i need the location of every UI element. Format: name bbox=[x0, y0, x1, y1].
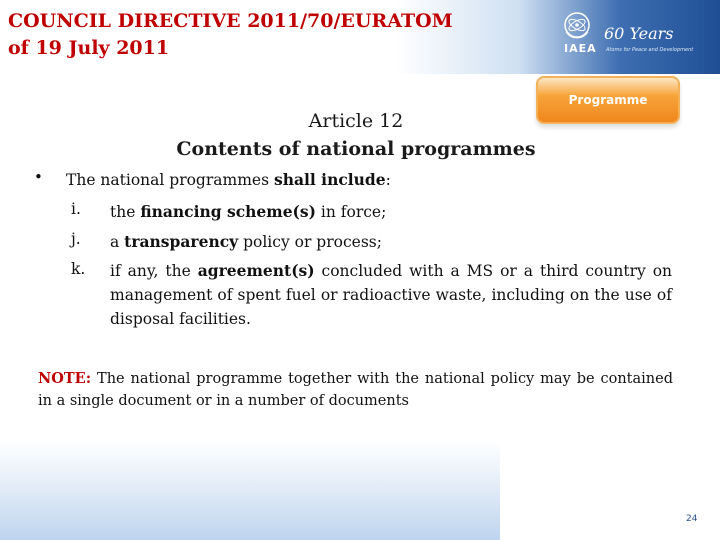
iaea-emblem-icon bbox=[562, 10, 592, 40]
item-bold: transparency bbox=[124, 232, 239, 251]
slide-title bbox=[8, 8, 453, 62]
item-marker-j: j. bbox=[71, 230, 81, 248]
intro-prefix: The national programmes bbox=[66, 171, 274, 189]
iaea-logo-text: IAEA bbox=[564, 42, 597, 55]
item-prefix: a bbox=[110, 233, 125, 251]
item-marker-k: k. bbox=[71, 260, 86, 278]
article-subheading: Contents of national programmes bbox=[176, 138, 536, 160]
title-line-2: of 19 July 2011 bbox=[8, 37, 170, 59]
intro-bold: shall include bbox=[273, 170, 386, 189]
item-prefix: the bbox=[110, 203, 141, 221]
note-paragraph bbox=[38, 368, 673, 412]
footer-band bbox=[0, 440, 500, 540]
list-item-agreements bbox=[110, 259, 672, 331]
intro-suffix: : bbox=[385, 171, 391, 189]
article-number: Article 12 bbox=[308, 110, 404, 132]
intro-bullet bbox=[66, 170, 391, 189]
item-suffix: in force; bbox=[315, 203, 387, 221]
list-item-financing bbox=[110, 200, 670, 224]
bullet-icon: • bbox=[34, 168, 43, 186]
item-suffix: concluded with a MS or a third country on management of spent fuel or radioactive waste, including on the use of disposal facilities. bbox=[110, 262, 673, 328]
article-heading bbox=[130, 107, 582, 163]
title-line-1: COUNCIL DIRECTIVE 2011/70/EURATOM bbox=[8, 10, 453, 32]
item-bold: financing scheme(s) bbox=[140, 202, 316, 221]
item-marker-i: i. bbox=[71, 200, 81, 218]
note-text: The national programme together with the national policy may be contained in a single document or in a number of documents bbox=[38, 371, 673, 409]
tagline: Atoms for Peace and Development bbox=[606, 47, 694, 53]
note-label: NOTE: bbox=[38, 370, 92, 387]
page-number: 24 bbox=[686, 514, 698, 524]
item-suffix: policy or process; bbox=[238, 233, 382, 251]
list-item-transparency bbox=[110, 230, 670, 254]
item-prefix: if any, the bbox=[110, 262, 198, 280]
item-bold: agreement(s) bbox=[197, 261, 315, 280]
programme-button[interactable]: Programme bbox=[536, 76, 680, 124]
anniversary-label: 60 Years bbox=[604, 24, 674, 43]
